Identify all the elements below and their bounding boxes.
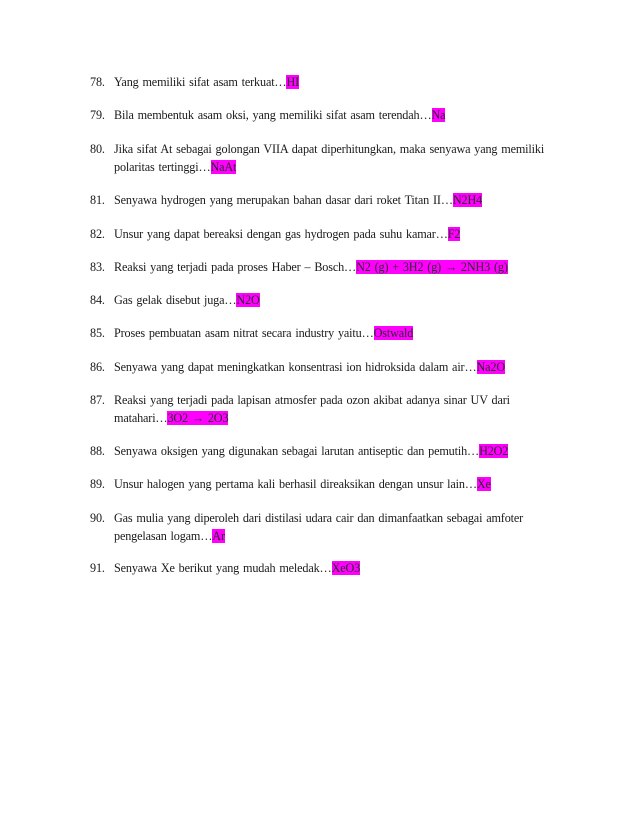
answer-highlight: Na2O: [476, 360, 506, 374]
question-text: Unsur yang dapat bereaksi dengan gas hydrogen pada suhu kamar…: [114, 227, 448, 241]
answer-highlight: N2 (g) + 3H2 (g) → 2NH3 (g): [356, 260, 508, 274]
question-text: Bila membentuk asam oksi, yang memiliki sifat asam terendah…: [114, 108, 432, 122]
answer-highlight: F2: [447, 227, 461, 241]
question-text-continued: pengelasan logam…: [114, 529, 213, 543]
question-text: Jika sifat At sebagai golongan VIIA dapat diperhitungkan, maka senyawa yang memiliki: [114, 142, 545, 156]
question-79: [90, 106, 570, 124]
question-number: 84.: [90, 293, 105, 307]
question-90: [90, 509, 570, 545]
question-number: 82.: [90, 227, 105, 241]
question-89: [90, 475, 570, 493]
answer-highlight: N2O: [236, 293, 260, 307]
answer-highlight: 3O2 → 2O3: [167, 411, 229, 425]
answer-highlight: HI: [286, 75, 300, 89]
question-87: [90, 391, 570, 427]
question-80: [90, 140, 570, 176]
question-85: [90, 324, 570, 342]
question-text-continued: polaritas tertinggi…: [114, 160, 211, 174]
answer-highlight: Ar: [212, 529, 225, 543]
question-number: 90.: [90, 511, 105, 525]
question-number: 80.: [90, 142, 105, 156]
question-88: [90, 442, 570, 460]
question-text: Reaksi yang terjadi pada lapisan atmosfer pada ozon akibat adanya sinar UV dari: [114, 393, 510, 407]
answer-highlight: Ostwald: [373, 326, 414, 340]
question-84: [90, 291, 570, 309]
question-number: 85.: [90, 326, 105, 340]
question-text: Reaksi yang terjadi pada proses Haber – Bosch…: [114, 260, 357, 274]
answer-highlight: H2O2: [479, 444, 509, 458]
question-text: Senyawa yang dapat meningkatkan konsentrasi ion hidroksida dalam air…: [114, 360, 477, 374]
question-number: 91.: [90, 561, 105, 575]
question-text: Senyawa Xe berikut yang mudah meledak…: [114, 561, 332, 575]
question-83: [90, 258, 570, 276]
question-number: 89.: [90, 477, 105, 491]
question-number: 86.: [90, 360, 105, 374]
question-86: [90, 358, 570, 376]
question-text: Unsur halogen yang pertama kali berhasil direaksikan dengan unsur lain…: [114, 477, 477, 491]
question-number: 78.: [90, 75, 105, 89]
question-82: [90, 225, 570, 243]
answer-highlight: XeO3: [331, 561, 361, 575]
question-text: Gas gelak disebut juga…: [114, 293, 237, 307]
question-text: Proses pembuatan asam nitrat secara industry yaitu…: [114, 326, 374, 340]
question-text-continued: matahari…: [114, 411, 168, 425]
question-text: Senyawa hydrogen yang merupakan bahan dasar dari roket Titan II…: [114, 193, 453, 207]
question-text: Senyawa oksigen yang digunakan sebagai larutan antiseptic dan pemutih…: [114, 444, 480, 458]
answer-highlight: NaAt: [210, 160, 237, 174]
question-number: 81.: [90, 193, 105, 207]
question-number: 79.: [90, 108, 105, 122]
question-91: [90, 559, 570, 577]
question-text: Gas mulia yang diperoleh dari distilasi udara cair dan dimanfaatkan sebagai amfoter: [114, 511, 524, 525]
question-number: 83.: [90, 260, 105, 274]
answer-highlight: Na: [431, 108, 446, 122]
answer-highlight: Xe: [476, 477, 491, 491]
question-number: 88.: [90, 444, 105, 458]
question-number: 87.: [90, 393, 105, 407]
answer-highlight: N2H4: [452, 193, 483, 207]
question-81: [90, 191, 570, 209]
question-text: Yang memiliki sifat asam terkuat…: [114, 75, 287, 89]
question-78: [90, 73, 570, 91]
